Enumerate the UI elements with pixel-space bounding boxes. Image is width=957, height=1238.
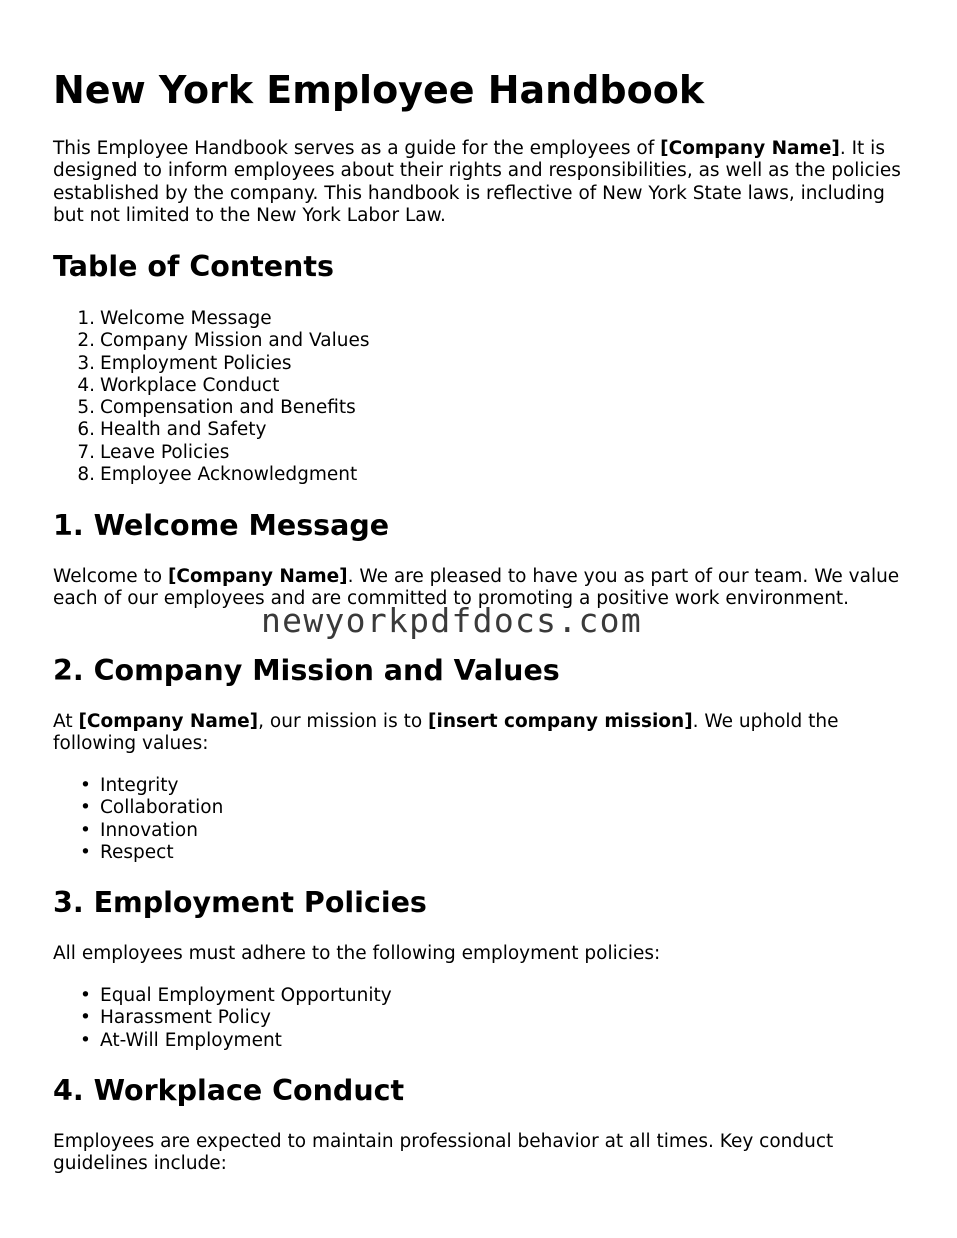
- list-item: • Harassment Policy: [80, 1007, 271, 1029]
- mission-heading: 2. Company Mission and Values: [53, 654, 560, 687]
- list-item: • At-Will Employment: [80, 1029, 282, 1051]
- welcome-heading: 1. Welcome Message: [53, 509, 390, 542]
- list-item: • Integrity: [80, 775, 179, 796]
- toc-list: [53, 308, 369, 486]
- intro-text-1: This Employee Handbook serves as a guide for the employees of: [53, 138, 661, 159]
- intro-paragraph: [53, 138, 913, 227]
- conduct-heading: 4. Workplace Conduct: [53, 1074, 405, 1107]
- conduct-paragraph: Employees are expected to maintain professional behavior at all times. Key conduct guidelines include:: [53, 1131, 834, 1175]
- watermark-text: newyorkpdfdocs.com: [261, 601, 643, 640]
- employment-paragraph: All employees must adhere to the following employment policies:: [53, 943, 661, 964]
- mission-placeholder: [insert company mission]: [428, 711, 693, 732]
- employment-heading: 3. Employment Policies: [53, 886, 427, 919]
- toc-item: 1. Welcome Message: [77, 308, 272, 329]
- policies-list: [53, 985, 392, 1052]
- mission-paragraph: At [Company Name], our mission is to [insert company mission]. We uphold the following values:: [53, 711, 839, 755]
- toc-item: 3. Employment Policies: [77, 352, 292, 374]
- welcome-paragraph: Welcome to [Company Name]. We are pleased to have you as part of our team. We value each of our employees and are committed to promoting a positive work environment.: [53, 566, 900, 610]
- list-item: • Equal Employment Opportunity: [80, 985, 392, 1006]
- toc-item: 2. Company Mission and Values: [77, 330, 370, 352]
- company-name-placeholder: [Company Name]: [78, 711, 259, 732]
- list-item: • Respect: [80, 841, 174, 863]
- company-name-placeholder: [Company Name]: [660, 138, 840, 159]
- toc-item: 8. Employee Acknowledgment: [77, 464, 358, 486]
- page-title: New York Employee Handbook: [53, 68, 705, 112]
- list-item: • Innovation: [80, 819, 198, 841]
- company-name-placeholder: [Company Name]: [167, 566, 348, 587]
- intro-text-2: . It is designed to inform employees about their rights and responsibilities, as well as the policies established by the company. This handbook is reflective of New York State laws, including but not limited to the New York Labor Law.: [53, 138, 901, 226]
- toc-item: 5. Compensation and Benefits: [77, 397, 356, 419]
- list-item: • Collaboration: [80, 797, 224, 819]
- values-list: [53, 775, 223, 864]
- toc-item: 7. Leave Policies: [77, 441, 230, 463]
- toc-item: 4. Workplace Conduct: [77, 374, 280, 396]
- toc-heading: Table of Contents: [53, 250, 334, 283]
- toc-item: 6. Health and Safety: [77, 419, 267, 441]
